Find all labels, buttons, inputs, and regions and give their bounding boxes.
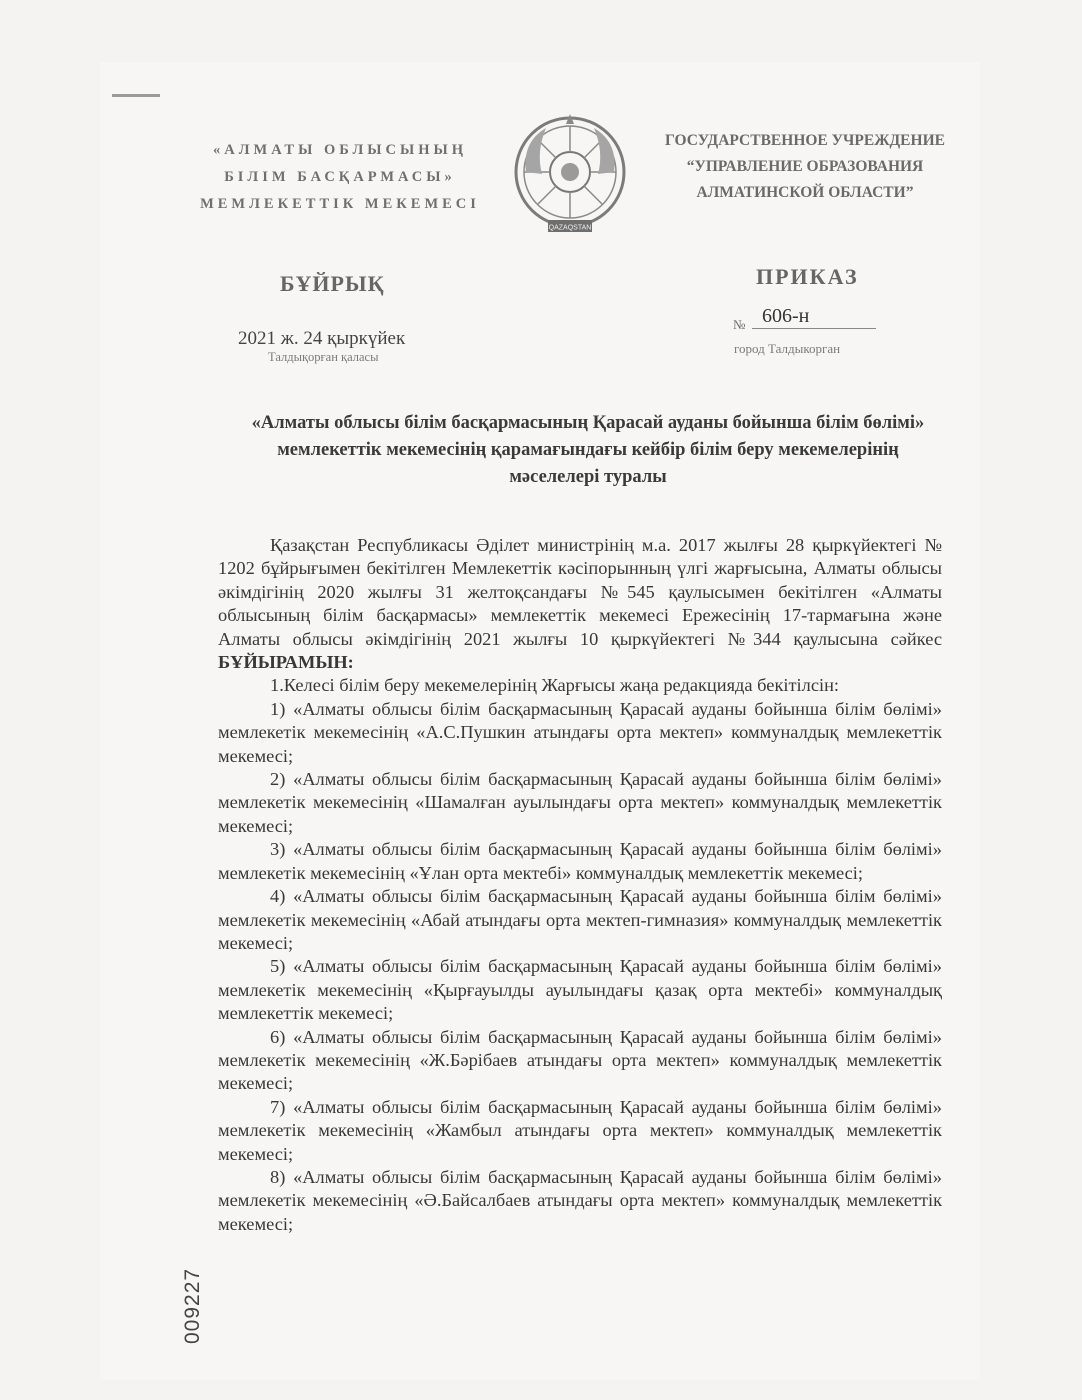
org-name-ru: ГОСУДАРСТВЕННОЕ УЧРЕЖДЕНИЕ “УПРАВЛЕНИЕ ОБРАЗОВАНИЯ АЛМАТИНСКОЙ ОБЛАСТИ” <box>665 132 945 201</box>
scan-mark <box>112 94 160 97</box>
emblem-label: QAZAQSTAN <box>548 224 592 232</box>
document-number: 606-н <box>762 305 810 327</box>
city-kz: Талдықорған қаласы <box>268 350 379 364</box>
document-type-kz: БҰЙРЫҚ <box>280 271 385 296</box>
document-title: «Алматы облысы білім басқармасының Қарасай ауданы бойынша білім бөлімі» мемлекеттік мекемесінің қарамағындағы кейбір білім беру мекемелерінің мәселелері туралы <box>251 413 925 487</box>
number-underline <box>752 328 876 329</box>
list-item: 4) «Алматы облысы білім басқармасының Қарасай ауданы бойынша білім бөлімі» мемлекетік мекемесінің «Абай атындағы орта мектеп-гимназия» коммуналдық мемлекеттік мекемесі; <box>218 886 942 953</box>
number-label: № <box>733 317 746 332</box>
preamble: Қазақстан Республикасы Әділет министрінің м.а. 2017 жылғы 28 қыркүйектегі № 1202 бұйрығымен бекітілген Мемлекеттік кәсіпорынның үлгі жарғысына, Алматы облысы әкімдігінің 2020 жылғы 31 желтоқсандағы №545 қаулысымен бекітілген «Алматы облысының білім басқармасы» мемлекеттік мекемесі Ережесінің 17-тармағына және Алматы облысы әкімдігінің 2021 жылғы 10 қыркүйектегі №344 қаулысына сәйкес БҰЙЫРАМЫН: <box>218 535 942 673</box>
document-date: 2021 ж. 24 қыркүйек <box>238 328 406 349</box>
document-type-ru: ПРИКАЗ <box>756 264 859 289</box>
list-item: 7) «Алматы облысы білім басқармасының Қарасай ауданы бойынша білім бөлімі» мемлекетік мекемесінің «Жамбыл атындағы орта мектеп» коммуналдық мемлекеттік мекемесі; <box>218 1096 942 1164</box>
list-item: 2) «Алматы облысы білім басқармасының Қарасай ауданы бойынша білім бөлімі» мемлекетік мекемесінің «Шамалған ауылындағы орта мектеп» коммуналдық мемлекеттік мекемесі; <box>218 769 942 836</box>
list-item: 1) «Алматы облысы білім басқармасының Қарасай ауданы бойынша білім бөлімі» мемлекетік мекемесінің «А.С.Пушкин атындағы орта мектеп» коммуналдық мемлекеттік мекемесі; <box>218 698 942 766</box>
document-body <box>218 534 942 1236</box>
list-item: 3) «Алматы облысы білім басқармасының Қарасай ауданы бойынша білім бөлімі» мемлекетік мекемесінің «Ұлан орта мектебі» коммуналдық мемлекеттік мекемесі; <box>218 839 942 883</box>
org-name-kz: «АЛМАТЫ ОБЛЫСЫНЫҢ БІЛІМ БАСҚАРМАСЫ» МЕМЛЕКЕТТІК МЕКЕМЕСІ <box>200 142 480 212</box>
list-item: 5) «Алматы облысы білім басқармасының Қарасай ауданы бойынша білім бөлімі» мемлекетік мекемесінің «Қырғауылды ауылындағы қазақ орта мектебі» коммуналдық мемлекеттік мекемесі; <box>218 956 942 1024</box>
serial-number: 009227 <box>181 1267 204 1344</box>
list-item: 6) «Алматы облысы білім басқармасының Қарасай ауданы бойынша білім бөлімі» мемлекетік мекемесінің «Ж.Бәрібаев атындағы орта мектеп» коммуналдық мемлекеттік мекемесі; <box>218 1026 942 1094</box>
city-ru: город Талдыкорган <box>734 341 841 356</box>
order-word: БҰЙЫРАМЫН: <box>218 652 354 673</box>
kazakhstan-emblem-icon <box>512 112 628 238</box>
school-list <box>218 698 942 1236</box>
clause-1: 1.Келесі білім беру мекемелерінің Жарғысы жаңа редакцияда бекітілсін: <box>270 675 840 696</box>
list-item: 8) «Алматы облысы білім басқармасының Қарасай ауданы бойынша білім бөлімі» мемлекетік мекемесінің «Ә.Байсалбаев атындағы орта мектеп» коммуналдық мемлекеттік мекемесі; <box>218 1166 942 1234</box>
